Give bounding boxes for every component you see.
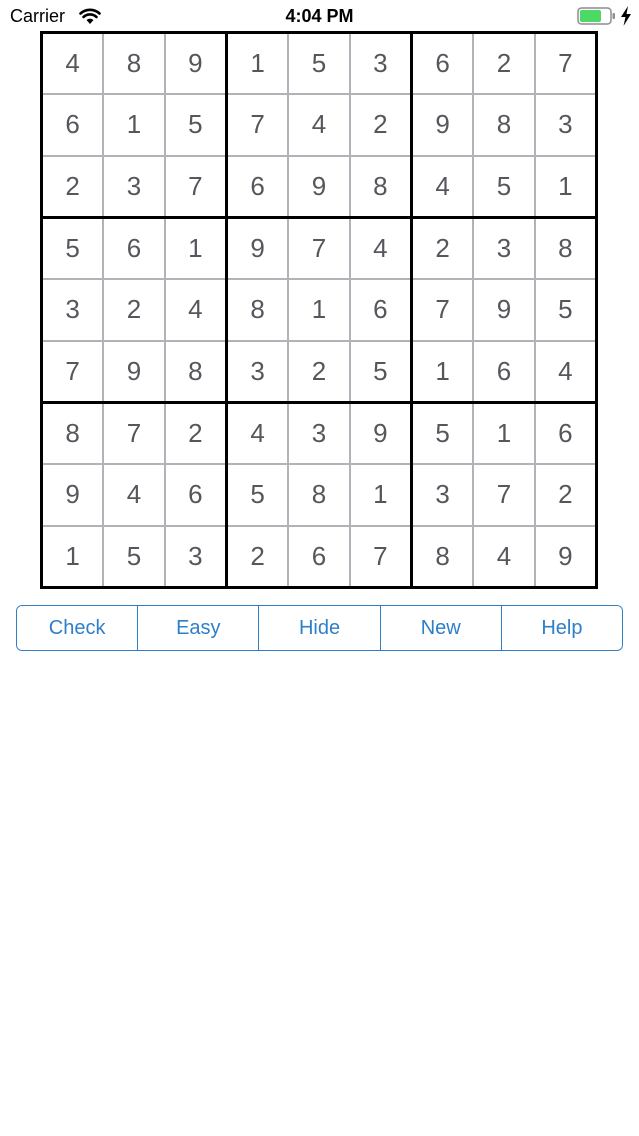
sudoku-cell[interactable]: 8 xyxy=(104,34,163,93)
sudoku-cell[interactable]: 9 xyxy=(536,527,595,586)
sudoku-cell[interactable]: 2 xyxy=(536,465,595,524)
sudoku-cell[interactable]: 6 xyxy=(289,527,348,586)
sudoku-cell[interactable]: 8 xyxy=(351,157,410,216)
sudoku-cell[interactable]: 3 xyxy=(536,95,595,154)
sudoku-cell[interactable]: 8 xyxy=(289,465,348,524)
sudoku-cell[interactable]: 9 xyxy=(474,280,533,339)
sudoku-cell[interactable]: 9 xyxy=(289,157,348,216)
sudoku-cell[interactable]: 1 xyxy=(43,527,102,586)
sudoku-cell[interactable]: 6 xyxy=(166,465,225,524)
carrier-label: Carrier xyxy=(10,6,66,26)
sudoku-cell[interactable]: 7 xyxy=(289,219,348,278)
sudoku-cell[interactable]: 5 xyxy=(474,157,533,216)
sudoku-cell[interactable]: 6 xyxy=(228,157,287,216)
sudoku-cell[interactable]: 2 xyxy=(104,280,163,339)
sudoku-cell[interactable]: 3 xyxy=(228,342,287,401)
sudoku-box xyxy=(228,404,410,586)
status-time: 4:04 PM xyxy=(285,6,354,26)
sudoku-cell[interactable]: 7 xyxy=(536,34,595,93)
sudoku-cell[interactable]: 2 xyxy=(166,404,225,463)
sudoku-cell[interactable]: 5 xyxy=(228,465,287,524)
new-button[interactable]: New xyxy=(381,606,502,650)
sudoku-cell[interactable]: 4 xyxy=(474,527,533,586)
sudoku-cell[interactable]: 7 xyxy=(166,157,225,216)
sudoku-cell[interactable]: 6 xyxy=(474,342,533,401)
sudoku-box xyxy=(43,219,225,401)
sudoku-box xyxy=(228,34,410,216)
sudoku-cell[interactable]: 4 xyxy=(536,342,595,401)
sudoku-cell[interactable]: 1 xyxy=(351,465,410,524)
sudoku-cell[interactable]: 4 xyxy=(104,465,163,524)
action-segmented-control xyxy=(16,605,623,651)
sudoku-cell[interactable]: 4 xyxy=(289,95,348,154)
sudoku-cell[interactable]: 3 xyxy=(289,404,348,463)
sudoku-cell[interactable]: 2 xyxy=(351,95,410,154)
sudoku-cell[interactable]: 8 xyxy=(536,219,595,278)
status-bar xyxy=(0,0,639,32)
sudoku-cell[interactable]: 6 xyxy=(351,280,410,339)
sudoku-box xyxy=(413,404,595,586)
sudoku-cell[interactable]: 9 xyxy=(104,342,163,401)
sudoku-cell[interactable]: 6 xyxy=(43,95,102,154)
sudoku-box xyxy=(413,219,595,401)
sudoku-cell[interactable]: 3 xyxy=(104,157,163,216)
sudoku-cell[interactable]: 2 xyxy=(43,157,102,216)
sudoku-cell[interactable]: 1 xyxy=(104,95,163,154)
sudoku-cell[interactable]: 5 xyxy=(536,280,595,339)
sudoku-cell[interactable]: 6 xyxy=(104,219,163,278)
sudoku-cell[interactable]: 1 xyxy=(289,280,348,339)
sudoku-cell[interactable]: 5 xyxy=(413,404,472,463)
sudoku-cell[interactable]: 2 xyxy=(289,342,348,401)
sudoku-cell[interactable]: 4 xyxy=(413,157,472,216)
help-button[interactable]: Help xyxy=(502,606,622,650)
sudoku-board xyxy=(40,31,598,589)
sudoku-cell[interactable]: 7 xyxy=(43,342,102,401)
sudoku-cell[interactable]: 9 xyxy=(166,34,225,93)
sudoku-cell[interactable]: 7 xyxy=(351,527,410,586)
sudoku-cell[interactable]: 2 xyxy=(474,34,533,93)
sudoku-cell[interactable]: 7 xyxy=(104,404,163,463)
sudoku-cell[interactable]: 4 xyxy=(166,280,225,339)
sudoku-cell[interactable]: 9 xyxy=(351,404,410,463)
charging-bolt-icon xyxy=(620,6,632,31)
sudoku-cell[interactable]: 6 xyxy=(413,34,472,93)
sudoku-cell[interactable]: 5 xyxy=(289,34,348,93)
sudoku-cell[interactable]: 1 xyxy=(536,157,595,216)
sudoku-cell[interactable]: 2 xyxy=(228,527,287,586)
sudoku-cell[interactable]: 5 xyxy=(166,95,225,154)
sudoku-cell[interactable]: 8 xyxy=(228,280,287,339)
sudoku-cell[interactable]: 3 xyxy=(413,465,472,524)
sudoku-cell[interactable]: 3 xyxy=(166,527,225,586)
sudoku-cell[interactable]: 7 xyxy=(413,280,472,339)
sudoku-cell[interactable]: 9 xyxy=(43,465,102,524)
sudoku-cell[interactable]: 2 xyxy=(413,219,472,278)
sudoku-cell[interactable]: 1 xyxy=(228,34,287,93)
sudoku-cell[interactable]: 8 xyxy=(43,404,102,463)
sudoku-cell[interactable]: 5 xyxy=(104,527,163,586)
check-button[interactable]: Check xyxy=(17,606,138,650)
sudoku-box xyxy=(43,34,225,216)
hide-button[interactable]: Hide xyxy=(259,606,380,650)
sudoku-cell[interactable]: 8 xyxy=(474,95,533,154)
battery-icon xyxy=(577,7,617,30)
sudoku-cell[interactable]: 4 xyxy=(43,34,102,93)
sudoku-cell[interactable]: 1 xyxy=(166,219,225,278)
sudoku-cell[interactable]: 5 xyxy=(351,342,410,401)
easy-button[interactable]: Easy xyxy=(138,606,259,650)
sudoku-box xyxy=(228,219,410,401)
sudoku-cell[interactable]: 3 xyxy=(351,34,410,93)
sudoku-box xyxy=(413,34,595,216)
sudoku-cell[interactable]: 6 xyxy=(536,404,595,463)
sudoku-cell[interactable]: 4 xyxy=(351,219,410,278)
sudoku-cell[interactable]: 1 xyxy=(474,404,533,463)
sudoku-cell[interactable]: 5 xyxy=(43,219,102,278)
sudoku-cell[interactable]: 9 xyxy=(228,219,287,278)
sudoku-cell[interactable]: 3 xyxy=(43,280,102,339)
sudoku-cell[interactable]: 3 xyxy=(474,219,533,278)
sudoku-cell[interactable]: 9 xyxy=(413,95,472,154)
sudoku-box xyxy=(43,404,225,586)
sudoku-cell[interactable]: 7 xyxy=(474,465,533,524)
sudoku-cell[interactable]: 8 xyxy=(166,342,225,401)
sudoku-cell[interactable]: 4 xyxy=(228,404,287,463)
sudoku-cell[interactable]: 1 xyxy=(413,342,472,401)
sudoku-cell[interactable]: 8 xyxy=(413,527,472,586)
sudoku-cell[interactable]: 7 xyxy=(228,95,287,154)
